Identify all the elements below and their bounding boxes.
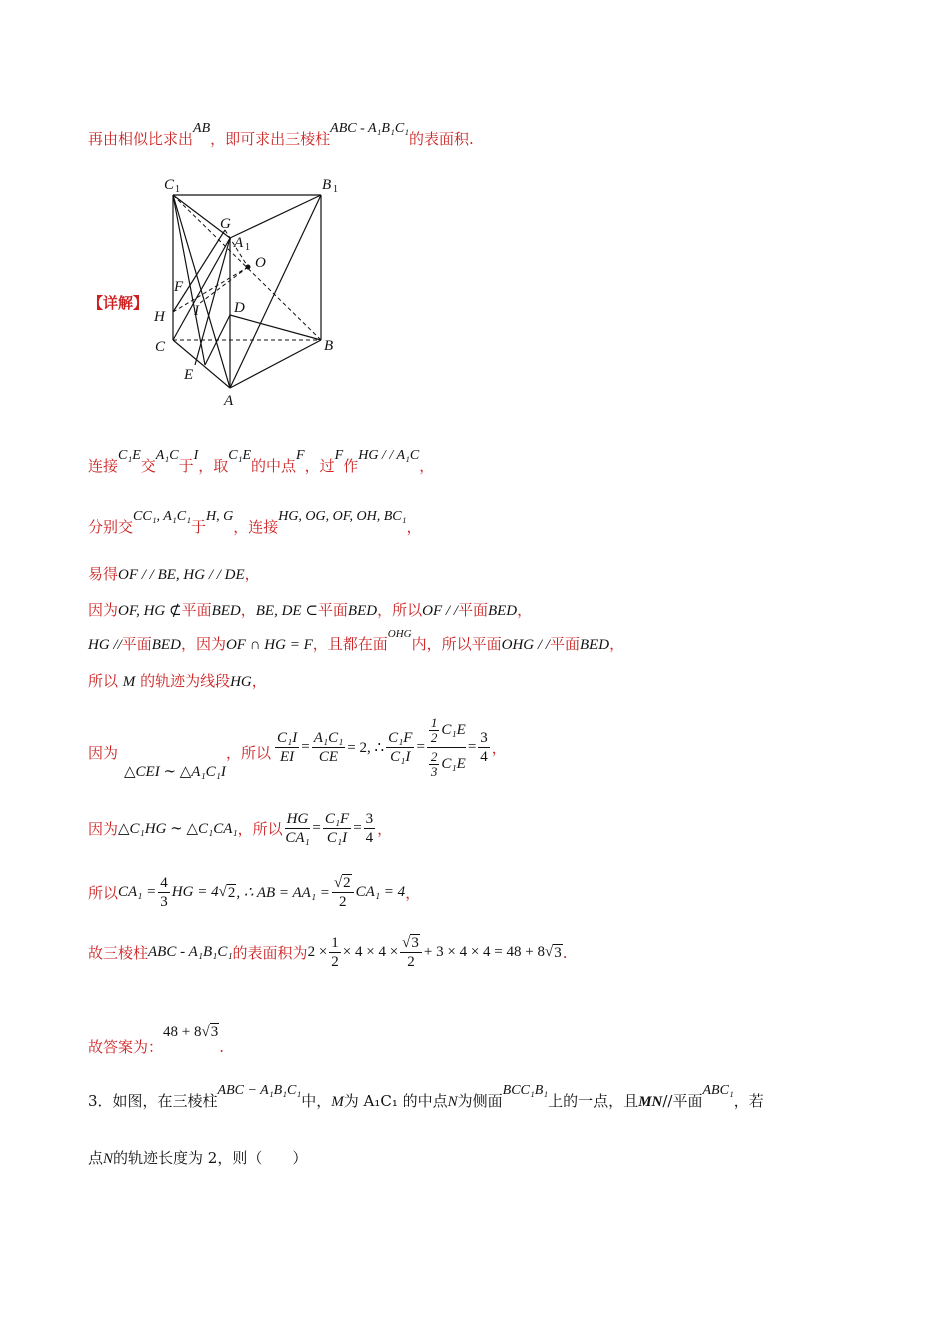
text: 因为 [88, 820, 119, 838]
denominator: 3 [430, 764, 438, 779]
denominator: 2 [339, 894, 347, 910]
text: ，连接 [233, 518, 279, 536]
text: 为 A₁C₁ 的中点 [343, 1092, 448, 1110]
text: 所以 [88, 672, 119, 690]
math: BE, DE ⊂ [255, 603, 318, 619]
math: CA₁ = [118, 884, 157, 900]
answer-line: 故答案为：48 + 8√3. [88, 1024, 224, 1056]
text: 因为 [88, 601, 119, 619]
locus-line [88, 670, 267, 691]
intro-line [88, 121, 474, 149]
text: ， [377, 820, 393, 838]
text: 于 [190, 518, 206, 536]
numerator: 2 [430, 749, 438, 764]
label-b1: B [322, 177, 332, 193]
hg-parallel-line [88, 628, 625, 654]
text: ，若 [733, 1092, 764, 1110]
math: N [447, 1094, 458, 1110]
denominator: CA₁ [285, 830, 310, 846]
math: F [296, 448, 305, 463]
math: △CEI ∼ △A₁C₁I [124, 764, 226, 780]
denominator: EI [280, 749, 295, 765]
fraction [429, 716, 440, 745]
fraction [312, 729, 346, 766]
math: M [331, 1094, 344, 1110]
math: HG // [88, 637, 122, 653]
text: 易得 [88, 565, 119, 583]
detail-tag: 【详解】 [88, 294, 149, 312]
fraction [275, 729, 299, 766]
fraction: $\frac{√3}{2}$ [400, 934, 422, 971]
radicand: 3 [411, 935, 419, 951]
fraction [329, 934, 341, 971]
surface-area-line: 故三棱柱 ABC - A₁B₁C₁ 的表面积为 2 × $\frac{1}{2}$ × 4 × 4 × $\frac{√3}{2}$ + 3 × 4 × 4 = 48 + 8 √ 3 . [88, 935, 568, 970]
point-o [246, 265, 251, 270]
text: 的表面积为 [232, 944, 308, 962]
text: 上的一点，且 [548, 1092, 639, 1110]
fraction [158, 874, 170, 911]
label-b: B [324, 338, 334, 354]
fraction [429, 750, 440, 779]
math: OF / / [422, 603, 458, 619]
math: I [193, 448, 199, 463]
label-c: C [155, 339, 166, 355]
question-3 [88, 1083, 764, 1111]
math: BED [579, 637, 610, 653]
denominator: 2 [430, 730, 438, 745]
math: △C₁HG ∼ △C₁CA₁ [118, 821, 238, 837]
fraction [285, 810, 311, 847]
text: ， [405, 884, 421, 902]
label-f: F [174, 279, 184, 295]
math: OF / / BE, HG / / DE [118, 567, 245, 583]
fraction [323, 810, 351, 847]
numerator: 3 [365, 811, 374, 827]
math: C₁E [441, 722, 466, 738]
denominator: 2 [331, 954, 339, 970]
because-line-1 [88, 599, 532, 620]
math: OHG / / [501, 637, 550, 653]
text: 分别交 [88, 518, 134, 536]
math: N [103, 1151, 114, 1167]
text: 平面 [457, 601, 488, 619]
text: 交 [140, 457, 156, 475]
math: ABC − A₁B₁C₁ [217, 1083, 302, 1098]
math: BED [151, 637, 181, 653]
math: HG, OG, OF, OH, BC₁ [278, 509, 407, 524]
label-a1: A [234, 235, 244, 251]
label-i: I [194, 303, 199, 319]
text: ，即可求出三棱柱 [210, 130, 331, 148]
math: OF ∩ HG = F [225, 637, 313, 653]
math: BED [347, 603, 378, 619]
math: BCC₁B₁ [502, 1083, 549, 1098]
math: H, G [205, 509, 234, 524]
math: ABC - A₁B₁C₁ [148, 944, 233, 960]
text: ， [251, 672, 267, 690]
math: 48 + 8 [163, 1024, 202, 1040]
compound-fraction [427, 716, 466, 779]
text: 的轨迹长度为 2，则（ ） [113, 1149, 308, 1167]
similarity-line-2: 因为 △C₁HG ∼ △C₁CA₁ ，所以 $\frac{HG}{\text{CA₁}}$ = $\frac{\text{C₁F}}{\text{C₁I}}$ = $\frac{3}{4}$ ， [88, 811, 393, 846]
text: . [219, 1038, 224, 1056]
text: 点 [88, 1149, 104, 1167]
connect-line [88, 448, 435, 476]
math: , ∴ AB = AA₁ = [236, 885, 330, 901]
text: 的轨迹为线段 [140, 672, 231, 690]
label-c1: C [164, 177, 175, 193]
fraction [478, 729, 490, 766]
fraction [364, 810, 376, 847]
text: ， [406, 518, 422, 536]
math: MN [638, 1094, 663, 1110]
ca-length-line: 所以 CA₁ = $\frac{4}{3}$ HG = 4 √ 2 , ∴ AB = AA₁ = $\frac{√2}{2}$ CA₁ = 4 ， [88, 875, 421, 910]
label-a: A [224, 393, 234, 409]
text: 于 [178, 457, 194, 475]
numerator: C₁I [277, 730, 298, 746]
text: 平面 [181, 601, 212, 619]
label-e: E [184, 367, 194, 383]
denominator: 4 [365, 830, 374, 846]
text: ，所以 [237, 820, 283, 838]
numerator: 3 [480, 730, 488, 746]
text: 连接 [88, 457, 119, 475]
math: M [122, 674, 136, 690]
text: ， [609, 635, 625, 653]
text: 的中点 [251, 457, 297, 475]
math: C₁E [228, 448, 252, 463]
text: 平面 [317, 601, 348, 619]
fraction: $\frac{√2}{2}$ [332, 874, 354, 911]
text: ，过 [304, 457, 335, 475]
text: //平面 [662, 1092, 703, 1110]
text: 的表面积. [409, 130, 474, 148]
text: ，取 [198, 457, 229, 475]
math: HG = 4 [171, 884, 219, 900]
numerator: C₁F [324, 811, 350, 827]
text: 3．如图，在三棱柱 [88, 1092, 218, 1110]
math-ab: AB [193, 121, 211, 136]
text: 因为 [88, 744, 119, 762]
text: 平面 [121, 635, 152, 653]
text: . [562, 943, 568, 962]
denominator: C₁I [390, 749, 411, 765]
math: BED [487, 603, 518, 619]
cross-line [88, 509, 422, 537]
radicand: 2 [227, 884, 236, 901]
text: 作 [343, 457, 359, 475]
text: ， [491, 739, 507, 757]
math-prism: ABC - A₁B₁C₁ [330, 121, 410, 136]
text: 平面 [549, 635, 580, 653]
text: 故三棱柱 [88, 944, 149, 962]
text: 故答案为： [88, 1038, 164, 1056]
numerator: HG [286, 811, 309, 827]
text: ，所以 [377, 601, 423, 619]
numerator: 1 [331, 935, 339, 951]
math: OHG [387, 628, 412, 640]
label-sub: 1 [333, 184, 338, 195]
fraction [386, 729, 414, 766]
text: ， [419, 457, 435, 475]
label-o: O [255, 255, 266, 271]
text: 再由相似比求出 [88, 130, 194, 148]
ratio-expression: $\frac{\text{C₁I}}{EI}$ = $\frac{\text{A₁C₁}}{CE}$ = 2, ∴ $\frac{\text{C₁F}}{\text{C₁I}}$ = $\frac{1}{2}$ C₁E $\frac{2}{3}$ C₁E = $\frac{3}{4}$ ， [277, 715, 507, 779]
numerator: 4 [160, 875, 168, 891]
text: 内，所以平面 [411, 635, 502, 653]
math: HG [230, 674, 252, 690]
text: ，所以 [226, 744, 272, 762]
math: A₁C [155, 448, 179, 463]
denominator: 4 [480, 749, 488, 765]
text: ，因为 [180, 635, 226, 653]
numerator: A₁C₁ [313, 730, 344, 746]
denominator: C₁I [326, 830, 348, 846]
numerator: C₁F [388, 730, 413, 746]
text: ， [244, 565, 260, 583]
math: CC₁, A₁C₁ [133, 509, 191, 524]
easy-line [88, 563, 260, 584]
text: ， [240, 601, 256, 619]
math: OF, HG ⊄ [118, 603, 182, 619]
denominator: 2 [407, 954, 415, 970]
text: 为侧面 [457, 1092, 503, 1110]
math: ABC₁ [702, 1083, 734, 1098]
radicand: 3 [554, 944, 562, 961]
label-sub: 1 [175, 184, 180, 195]
label-g: G [220, 216, 231, 232]
question-3-line2 [88, 1147, 307, 1168]
prism-figure [150, 170, 370, 420]
label-h: H [154, 309, 165, 325]
text: 中， [301, 1092, 332, 1110]
denominator: 3 [160, 894, 168, 910]
label-d: D [234, 300, 245, 316]
math: C₁E [441, 756, 466, 772]
math: HG / / A₁C [358, 448, 420, 463]
radicand: 2 [343, 875, 351, 891]
math: + 3 × 4 × 4 = 48 + 8 [423, 944, 545, 960]
math: CA₁ = 4 [355, 884, 406, 900]
text: ， [517, 601, 533, 619]
math: × 4 × 4 × [342, 944, 399, 960]
math: = 2, ∴ [347, 740, 385, 756]
math: F [334, 448, 344, 463]
math: C₁E [118, 448, 141, 463]
math: BED [211, 603, 241, 619]
label-sub: 1 [245, 242, 250, 253]
text: ，且都在面 [312, 635, 388, 653]
denominator: CE [318, 749, 339, 765]
radicand: 3 [210, 1024, 219, 1040]
text: 所以 [88, 884, 119, 902]
numerator: 1 [430, 715, 438, 730]
math: 2 × [307, 944, 328, 960]
